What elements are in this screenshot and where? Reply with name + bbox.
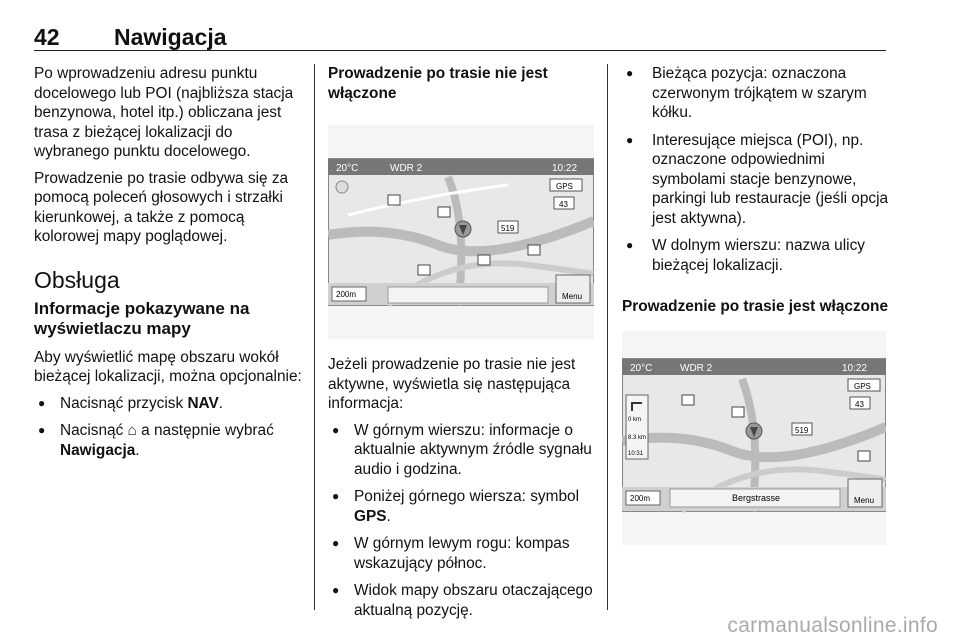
bullet-list: [328, 421, 596, 621]
subheading-map-info: Informacje pokazywane na wyświetlaczu mapy: [34, 298, 250, 338]
list-item: ● Widok mapy obszaru otaczającego aktualną pozycję.: [328, 581, 596, 620]
clock: 10:22: [842, 362, 868, 374]
heading-obsluga: Obsługa: [34, 266, 120, 293]
poi-icon: [418, 265, 430, 275]
road-number: 519: [501, 224, 515, 233]
list-item: ● Nacisnąć przycisk NAV.: [34, 394, 304, 414]
next-turn-distance: 0 km: [628, 416, 642, 423]
home-icon: ⌂: [127, 422, 137, 439]
arrival-time: 10:31: [628, 450, 644, 457]
bullet-list: [34, 394, 304, 461]
map-screenshot-guidance-off: [328, 125, 594, 339]
map-scale: 200m: [336, 290, 357, 299]
audio-source: WDR 2: [680, 362, 713, 374]
column-divider: [314, 64, 315, 610]
paragraph: Jeżeli prowadzenie po trasie nie jest aktywne, wyświetla się następująca informacja:: [328, 356, 576, 412]
remaining-distance: 8.3 km: [628, 434, 647, 441]
column-3: [622, 64, 892, 545]
road-number: 43: [559, 200, 568, 209]
list-item: ● Interesujące miejsca (POI), np. oznaczone odpowiednimi symbolami stacje benzynowe, parkingi lub restauracje (jeśli opcja jest aktywna).: [622, 131, 892, 229]
poi-icon: [528, 245, 540, 255]
audio-source: WDR 2: [390, 163, 423, 174]
poi-icon: [682, 395, 694, 405]
section-title: Nawigacja: [114, 24, 227, 50]
guidance-panel: [626, 395, 648, 459]
list-item: ● W górnym wierszu: informacje o aktualnie aktywnym źródle sygnału audio i godzina.: [328, 421, 596, 480]
column-2: [328, 64, 596, 628]
poi-icon: [388, 195, 400, 205]
current-street: Bergstrasse: [732, 492, 781, 503]
list-item: ● W dolnym wierszu: nazwa ulicy bieżącej lokalizacji.: [622, 236, 892, 275]
poi-icon: [438, 207, 450, 217]
list-item: ● Poniżej górnego wiersza: symbol GPS.: [328, 487, 596, 526]
column-divider: [607, 64, 608, 610]
menu-label: Menu: [854, 495, 875, 505]
list-item: ● Bieżąca pozycja: oznaczona czerwonym trójkątem w szarym kółku.: [622, 64, 892, 123]
list-item: ● W górnym lewym rogu: kompas wskazujący północ.: [328, 534, 596, 573]
paragraph: Po wprowadzeniu adresu punktu docelowego lub POI (najbliższa stacja benzynowa, hotel itp.) obliczana jest trasa z bieżącej lokalizacji do wybranego punktu docelowego.: [34, 65, 294, 160]
watermark: carmanualsonline.info: [727, 614, 938, 637]
temperature: 20°C: [630, 362, 653, 374]
gps-indicator: GPS: [854, 381, 871, 391]
poi-icon: [732, 407, 744, 417]
clock: 10:22: [552, 163, 578, 174]
page-header: [34, 18, 886, 51]
map-scale: 200m: [630, 493, 651, 503]
navigation-label: Nawigacja: [60, 441, 136, 459]
page-number: 42: [34, 24, 60, 50]
heading-guidance-off: Prowadzenie po trasie nie jest włączone: [328, 65, 548, 102]
map-screenshot-guidance-on: [622, 331, 886, 545]
list-item: ● Nacisnąć ⌂ a następnie wybrać Nawigacja.: [34, 421, 304, 460]
bullet-list: [622, 64, 892, 275]
paragraph: Aby wyświetlić mapę obszaru wokół bieżącej lokalizacji, można opcjonalnie:: [34, 348, 302, 385]
column-1: [34, 64, 304, 468]
heading-guidance-on: Prowadzenie po trasie jest włączone: [622, 298, 888, 315]
nav-key-label: NAV: [187, 394, 219, 412]
gps-indicator: GPS: [556, 182, 573, 191]
poi-icon: [858, 451, 870, 461]
map-display: [328, 125, 594, 339]
compass-icon: [336, 181, 348, 193]
menu-label: Menu: [562, 292, 583, 301]
poi-icon: [478, 255, 490, 265]
road-number: 43: [855, 399, 864, 409]
road-number: 519: [795, 425, 809, 435]
paragraph: Prowadzenie po trasie odbywa się za pomocą poleceń głosowych i strzałki kierunkowej, a także z pomocą kolorowej mapy poglądowej.: [34, 169, 289, 245]
map-display: [622, 331, 886, 545]
gps-label: GPS: [354, 507, 387, 525]
temperature: 20°C: [336, 163, 359, 174]
